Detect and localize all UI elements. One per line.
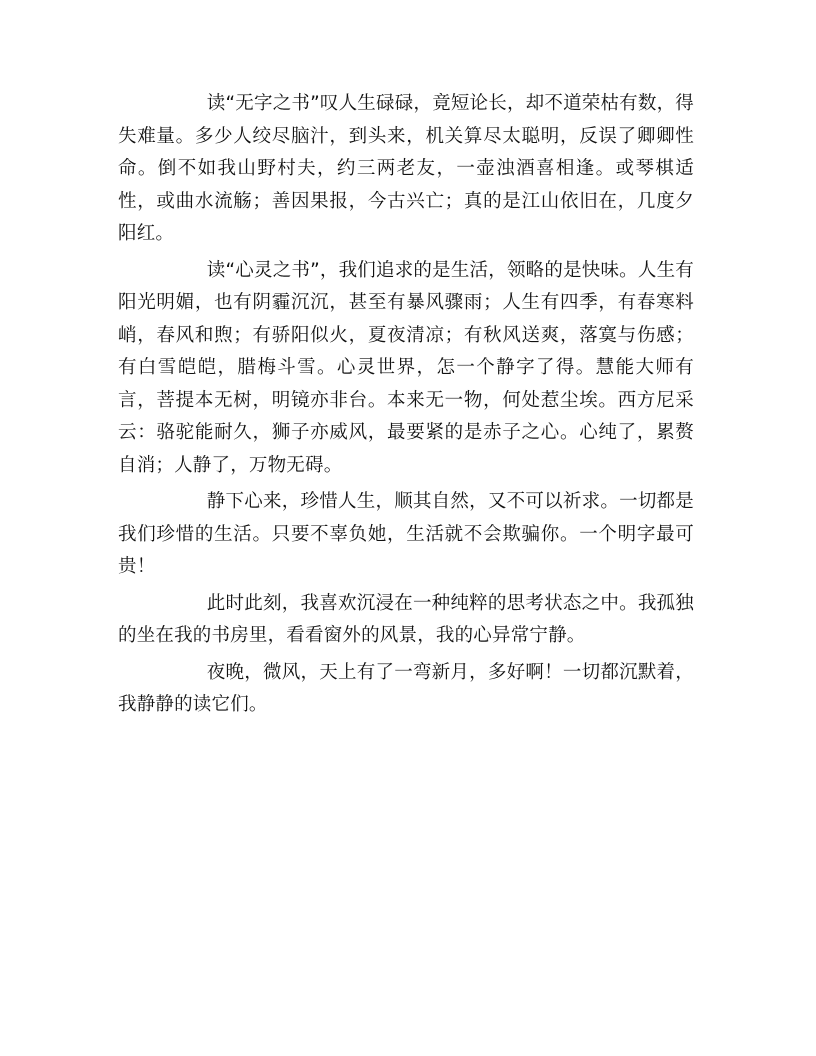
paragraph-this-moment: 此时此刻，我喜欢沉浸在一种纯粹的思考状态之中。我孤独的坐在我的书房里，看看窗外的风景，我的心异常宁静。 (118, 592, 694, 646)
paragraph-wordless-book: 读“无字之书”叹人生碌碌，竟短论长，却不道荣枯有数，得失难量。多少人绞尽脑汁，到头来，机关算尽太聪明，反误了卿卿性命。倒不如我山野村夫，约三两老友，一壶浊酒喜相逢。或琴棋适性，或曲水流觞；善因果报，今古兴亡；真的是江山依旧在，几度夕阳红。 (118, 93, 694, 244)
paragraph-soul-book: 读“心灵之书”，我们追求的是生活，领略的是快味。人生有阳光明媚，也有阴霾沉沉，甚至有暴风骤雨；人生有四季，有春寒料峭，春风和煦；有骄阳似火，夏夜清凉；有秋风送爽，落寞与伤感；有白雪皑皑，腊梅斗雪。心灵世界，怎一个静字了得。慧能大师有言，菩提本无树，明镜亦非台。本来无一物，何处惹尘埃。西方尼采云：骆驼能耐久，狮子亦威风，最要紧的是赤子之心。心纯了，累赘自消；人静了，万物无碍。 (118, 259, 694, 476)
paragraph-night: 夜晚，微风，天上有了一弯新月，多好啊！一切都沉默着，我静静的读它们。 (118, 661, 694, 715)
paragraph-cherish-life: 静下心来，珍惜人生，顺其自然，又不可以祈求。一切都是我们珍惜的生活。只要不辜负她，生活就不会欺骗你。一个明字最可贵！ (118, 491, 694, 577)
document-page (118, 88, 694, 726)
